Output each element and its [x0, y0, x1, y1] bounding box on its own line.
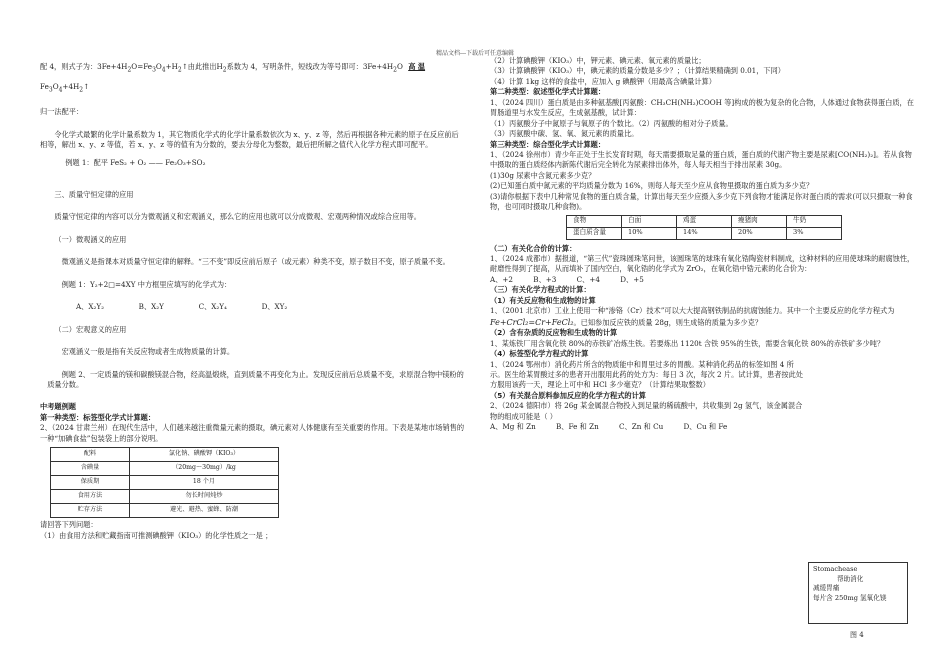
table-row: 贮存方法 避光、避热、蜜蜂、防潮 — [51, 504, 279, 518]
table-row: 食用方法 勿长时间炖炒 — [51, 490, 279, 504]
equation-calc-title: （三）有关化学方程式的计算： — [490, 285, 591, 295]
method-paragraph: 令化学式最繁的化学计量系数为 1，其它物质化学式的化学计量系数依次为 x、y、z 等，然后再根据各种元素的原子在反应前后相等，解出 x、y、z 等值，若 x、y、z 等的值有为分数的，要去分母化为整数，最后把所解之值代入化学方程式即可配平。 — [40, 129, 459, 150]
type-3-title: 第三种类型：综合型化学式计算题： — [490, 139, 606, 149]
chromium-question: 1、（2001 北京市）工业上使用一种“渗铬（Cr）技术”可以大大提高钢铁制品的抗腐蚀能力。其中一个主要反应的化学方程式为Fe+CrCl₂=Cr+FeCl₂。已知参加反应铁的质量 28g，则生成铬的质量为多少克？ — [490, 306, 895, 327]
option-a: A、X₂Y₂ — [75, 302, 104, 312]
table-row: 保质期 18 个月 — [51, 476, 279, 490]
protein-sub-1-2: （1）丙氨酸分子中氮原子与氧原子的个数比。（2）丙氨酸的相对分子质量。 — [490, 118, 733, 128]
protein-content-table — [566, 215, 842, 240]
option-b: B、X₂Y — [138, 302, 164, 312]
option-c: C、X₂Y₄ — [198, 302, 227, 312]
type-2-title: 第二种类型：叙述型化学式计算题： — [490, 87, 606, 97]
balanced-equation-product: $Fe_3O_4+4H_2↑$ — [40, 82, 90, 94]
option-a: A、+2 — [490, 274, 513, 284]
sub-question-4: （4）计算 1kg 这样的食盐中，应加入 g 碘酸钾（用最高含碘量计算） — [490, 76, 716, 86]
micro-example: 例题 1：Y₂+2□=4XY 中方框里应填写的化学式为： — [61, 279, 232, 289]
table-row: 配料 氯化钠、碘酸钾（KIO₃） — [51, 448, 279, 462]
method-title: 归一法配平： — [40, 107, 84, 117]
antacid-question: 1、（2024 鄂州市）消化药片所含的物质能中和胃里过多的胃酸。某种消化药品的标签如图 4 所示。医生给某胃酸过多的患者开出服用此药的处方为：每日 3 次，每次 2 片。试计算，患者按此处方服用该药一天，理论上可中和 HCl 多少毫克？（计算结果取整数） — [490, 359, 803, 390]
sub-question-1: （1）由食用方法和贮藏指南可推测碘酸钾（KIO₃）的化学性质之一是 ； — [40, 530, 273, 540]
table-row: 含碘量 （20mg～30mg）/kg — [51, 462, 279, 476]
option-b: B、Fe 和 Zn — [556, 422, 599, 432]
urea-question: 1、（2024 徐州市）青少年正处于生长发育时期，每天需要摄取足量的蛋白质，蛋白质的代谢产物主要是尿素[CO(NH₂)₂]。若从食物中摄取的蛋白质经体内新陈代谢后完全转化为尿素排出体外，每人每天相当于排出尿素 30g。 — [490, 149, 912, 170]
salt-label-table — [50, 447, 279, 518]
mixture-options — [490, 422, 915, 432]
example-1: 例题 1：配平 FeS₂ + O₂ —— Fe₂O₃+SO₂ — [65, 157, 206, 167]
sub-question-2: （2）计算碘酸钾（KIO₃）中，钾元素、碘元素、氧元素的质量比； — [490, 56, 706, 65]
reactant-product-title: （1）有关反应物和生成物的计算 — [490, 295, 596, 305]
balanced-equation-line: 配 4，则式子为：$3Fe+4H_2O=Fe_3O_4+H_2↑$由此推出$H_2$系数为 4，写明条件，短线改为等号即可：$3Fe+4H_2O$ 高 温 — [40, 62, 426, 74]
label-line-1: 帮助消化 — [837, 574, 864, 583]
stomachease-label-figure — [808, 562, 908, 624]
reaction-condition: 高 温 — [408, 62, 426, 71]
mixture-question: 2、（2024 德阳市）将 26g 某金属混合物投入到足量的稀硫酸中，共收集到 2g 氢气，该金属混合物的组成可能是（ ） — [490, 401, 803, 421]
macro-example: 例题 2、一定质量的镁和碳酸镁混合物，经高温煅烧，直到质量不再变化为止。发现反应前后总质量不变，求原混合物中镁粉的质量分数。 — [47, 369, 464, 389]
urea-sub-1: (1)30g 尿素中含氮元素多少克？ — [490, 170, 596, 180]
exam-examples-title: 中考题例题 — [40, 402, 76, 412]
option-d: D、+5 — [620, 274, 644, 284]
impurity-title: （2）含有杂质的反应物和生成物的计算 — [490, 328, 618, 338]
option-c: C、Zn 和 Cu — [619, 422, 664, 432]
product-name: Stomachease — [813, 565, 858, 573]
section-3-paragraph: 质量守恒定律的内容可以分为微观涵义和宏观涵义，那么它的应用也就可以分成微观、宏观两种情况或综合应用等。 — [54, 212, 421, 222]
mixture-title: （5）有关混合原料参加反应的化学方程式的计算 — [490, 390, 646, 400]
figure-4-caption: 图 4 — [850, 631, 864, 639]
urea-sub-2: (2)已知蛋白质中氮元素的平均质量分数为 16%，则每人每天至少应从食物里摄取的蛋白质为多少克？ — [490, 181, 814, 191]
label-equation-title: （4）标签型化学方程式的计算 — [490, 349, 589, 359]
impurity-question: 1、某炼铁厂用含氧化铁 80%的赤铁矿冶炼生铁。若要炼出 1120t 含铁 95%的生铁，需要含氧化铁 80%的赤铁矿多少吨？ — [490, 338, 885, 348]
table-row: 食物 白面 鸡蛋 瘦猪肉 牛奶 — [567, 215, 842, 227]
micro-paragraph: 微观涵义是指课本对质量守恒定律的解释。“三不变”即反应前后原子（或元素）种类不变，原子数目不变，原子质量不变。 — [61, 257, 450, 267]
micro-title: （一）微观涵义的应用 — [54, 234, 127, 244]
protein-sub-3: （3）丙氨酸中碳、氢、氧、氮元素的质量比。 — [490, 129, 639, 139]
macro-title: （二）宏观意义的应用 — [54, 324, 127, 334]
urea-sub-3: (3)请你根据下表中几种常见食物的蛋白质含量，计算出每天至少应摄入多少克下列食物才能满足你对蛋白质的需求(可以只摄取一种食物，也可同时摄取几种食物)。 — [490, 191, 913, 212]
label-line-3: 每片含 250mg 氢氧化镁 — [813, 593, 887, 602]
table-row: 蛋白质含量 10% 14% 20% 3% — [567, 227, 842, 239]
left-column — [40, 62, 465, 541]
right-column — [490, 56, 915, 433]
question-2: 2、（2024 甘肃兰州）在现代生活中，人们越来越注重微量元素的摄取，碘元素对人体健康有至关重要的作用。下表是某地市场销售的一种“加碘食盐”包装袋上的部分说明。 — [40, 423, 465, 443]
page-header: 精品文档---下载后可任意编辑 — [435, 50, 515, 57]
valence-title: （二）有关化合价的计算： — [490, 243, 577, 253]
valence-options — [490, 275, 915, 285]
answer-prompt: 请回答下列问题： — [40, 520, 98, 530]
chromium-equation: Fe+CrCl₂=Cr+FeCl₂ — [490, 317, 574, 327]
valence-question: 1、（2024 成都市）据报道，“第三代”瓷珠圆珠笔问世，该圆珠笔的球珠有氧化锆陶瓷材料制成，这种材料的应用使球珠的耐腐蚀性，耐磨性得到了提高，从而填补了国内空白，氧化锆的化学式为 ZrO₂，在氧化锆中锆元素的化合价为： — [490, 254, 915, 274]
option-d: D、Cu 和 Fe — [683, 422, 728, 432]
label-line-2: 减缓胃痛 — [813, 584, 840, 593]
macro-paragraph: 宏观涵义一般是指有关反应物或者生成物质量的计算。 — [61, 347, 235, 357]
type-1-title: 第一种类型：标签型化学式计算题： — [40, 412, 156, 422]
option-c: C、+4 — [576, 274, 600, 284]
option-b: B、+3 — [533, 274, 557, 284]
option-d: D、XY₂ — [261, 302, 288, 312]
section-3-title: 三、质量守恒定律的应用 — [54, 190, 134, 199]
micro-options — [40, 302, 465, 312]
option-a: A、Mg 和 Zn — [490, 422, 536, 432]
sub-question-3: （3）计算碘酸钾（KIO₃）中，碘元素的质量分数是多少？；（计算结果精确到 0.01，下同） — [490, 66, 785, 76]
protein-question: 1、（2024 四川）蛋白质是由多种氨基酸[丙氨酸：CH₃CH(NH₂)COOH 等]构成的极为复杂的化合物，人体通过食物获得蛋白质，在胃肠道里与水发生反应，生成氨基酸，试计算： — [490, 97, 914, 118]
